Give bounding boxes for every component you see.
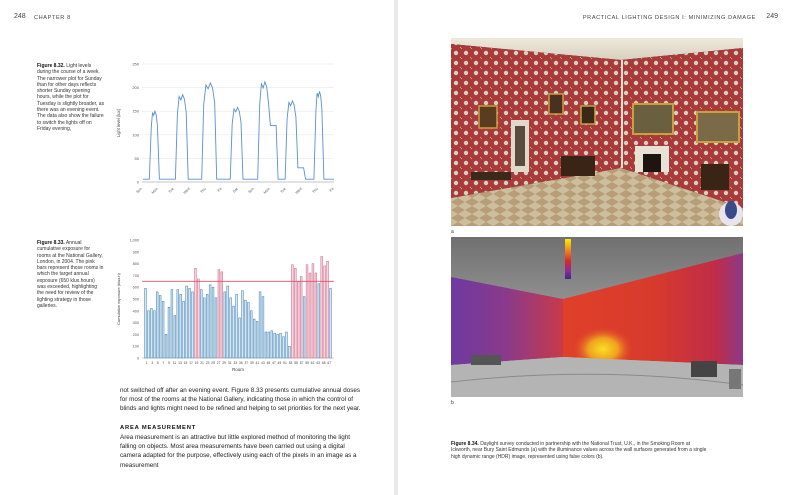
y-tick-label: 100 [132, 344, 139, 349]
bar [218, 270, 220, 359]
x-tick-label: 21 [200, 361, 204, 365]
x-tick-label: Wed [182, 186, 191, 195]
figure-8-32-label: Figure 8.32. [37, 63, 65, 69]
x-tick-label: 13 [178, 361, 182, 365]
bar [162, 301, 164, 358]
bar [209, 285, 211, 358]
bar [212, 287, 214, 358]
x-tick-label: 19 [194, 361, 199, 365]
bar [291, 265, 293, 358]
y-tick-label: 500 [132, 297, 139, 302]
bar [297, 281, 299, 358]
bar [177, 290, 179, 358]
bar [159, 295, 161, 358]
bar [244, 300, 246, 358]
bar [286, 332, 288, 358]
x-tick-label: 17 [189, 361, 193, 365]
photo-a-label: a [451, 229, 454, 235]
bar [206, 294, 208, 358]
photo-b-label: b [451, 400, 454, 406]
x-tick-label: 61 [310, 361, 315, 365]
y-tick-label: 700 [132, 273, 139, 278]
x-tick-label: 15 [183, 361, 188, 365]
figure-8-34-label: Figure 8.34. [451, 441, 479, 447]
x-tick-label: Thu [311, 186, 319, 195]
bar [265, 332, 267, 358]
bar [150, 308, 152, 358]
figure-8-34-caption [451, 441, 711, 460]
bar [288, 346, 290, 358]
x-tick-label: 25 [211, 361, 215, 365]
x-tick-label: 29 [222, 361, 227, 365]
y-tick-label: 300 [132, 321, 139, 326]
bar [153, 311, 155, 358]
y-tick-label: 900 [132, 250, 139, 255]
x-tick-label: 33 [233, 361, 238, 365]
x-tick-label: 53 [288, 361, 293, 365]
bar [259, 292, 261, 358]
x-tick-label: Sat [232, 186, 239, 194]
bar [250, 311, 252, 358]
x-tick-label: Fri [216, 186, 223, 193]
bar [277, 334, 279, 358]
bar [315, 273, 317, 358]
body-text-1: not switched off after an evening event. Figure 8.33 presents cumulative annual doses for most of the rooms at the National Gallery, indicating those in which the control of blinds and lights might need to be refined and helping to set priorities for the next year. [120, 387, 361, 413]
x-tick-label: 49 [277, 361, 282, 365]
bar [309, 273, 311, 358]
figure-8-34-text: Daylight survey conducted in partnership with the National Trust, U.K., in the Smoking Room at Ickworth, near Bury Saint Edmunds (a) with the illuminance values across the wall surfaces generated from a single high dynamic range (HDR) image, represented using false colors (b). [451, 441, 707, 460]
x-tick-label: 59 [305, 361, 309, 365]
bar [283, 337, 285, 358]
bar [180, 294, 182, 358]
y-tick-label: 0 [136, 356, 139, 361]
y-tick-label: 50 [134, 155, 139, 161]
bar [224, 292, 226, 358]
x-tick-label: 31 [227, 361, 232, 365]
bar [294, 268, 296, 358]
y-tick-label: 250 [132, 61, 139, 67]
bar [239, 318, 241, 358]
x-tick-label: 35 [238, 361, 243, 365]
x-tick-label: 23 [205, 361, 210, 365]
figure-8-32-caption [37, 63, 105, 132]
y-tick-label: 1,000 [129, 238, 139, 243]
bar [271, 331, 273, 358]
figure-8-33-text: Annual cumulative exposure for rooms at the National Gallery, London, in 2004. The pink bars represent those rooms in which the target annual exposure (650 klux.hours) was exceeded, highlighting the need for review of the lighting strategy in those galleries. [37, 240, 104, 309]
section-heading: AREA MEASUREMENT [120, 425, 197, 431]
bar [312, 264, 314, 358]
x-tick-label: Fri [328, 186, 335, 193]
y-tick-label: 100 [132, 132, 139, 138]
x-tick-label: 67 [327, 361, 332, 365]
bar [330, 288, 332, 358]
figure-8-32-text: Light levels during the course of a week. The narrower plot for Sunday than for other days reflects shorter Sunday opening hours, while the plot for Tuesday is slightly broader, as there was an evening event. The data also show the failure to switch the lights off on Friday evening, [37, 63, 105, 132]
x-tick-label: Thu [199, 186, 207, 195]
x-tick-label: 3 [151, 361, 154, 365]
y-axis-label: Light level (lux) [116, 108, 121, 138]
bar [274, 333, 276, 358]
bar [253, 319, 255, 358]
x-tick-label: Mon [262, 186, 271, 195]
bar [324, 266, 326, 358]
bar [241, 291, 243, 358]
figure-8-33-label: Figure 8.33. [37, 240, 65, 246]
bar [303, 297, 305, 358]
bar [321, 257, 323, 358]
page-number-right: 249 [766, 13, 778, 20]
y-tick-label: 200 [132, 85, 139, 91]
x-tick-label: Mon [150, 186, 159, 195]
y-tick-label: 150 [132, 108, 139, 114]
x-axis-label: Room [232, 367, 244, 372]
x-tick-label: Sun [135, 186, 143, 195]
bar [186, 286, 188, 358]
bar [233, 306, 235, 358]
body-text-2: Area measurement is an attractive but little explored method of monitoring the light falling on objects. Most area measurements have been carried out using a digital camera adapted for the purpose, effectively using each of the pixels in an image as a measurement [120, 434, 357, 469]
bar [165, 334, 167, 358]
left-page [0, 0, 394, 495]
bar [256, 321, 258, 358]
x-tick-label: Wed [294, 186, 303, 195]
y-tick-label: 0 [136, 179, 139, 185]
cumulative-exposure-bar-chart [112, 234, 342, 382]
bar [194, 268, 196, 358]
x-tick-label: Tue [279, 186, 287, 194]
running-head-right: PRACTICAL LIGHTING DESIGN I: MINIMIZING DAMAGE [582, 15, 756, 21]
bar [215, 298, 217, 358]
bar [156, 292, 158, 358]
x-tick-label: 57 [299, 361, 304, 365]
y-tick-label: 600 [132, 285, 139, 290]
x-tick-label: 39 [249, 361, 254, 365]
y-tick-label: 400 [132, 309, 139, 314]
bar [280, 333, 282, 358]
y-tick-label: 200 [132, 332, 139, 337]
bar [236, 294, 238, 358]
bar [183, 301, 185, 358]
y-axis-label: Cumulative exposure (klux.h) [116, 273, 121, 325]
running-head-left: CHAPTER 8 [34, 15, 71, 21]
page-number-left: 248 [14, 13, 26, 20]
x-tick-label: 1 [145, 361, 148, 365]
x-tick-label: Tue [167, 186, 175, 194]
x-tick-label: 27 [216, 361, 221, 365]
bar [203, 298, 205, 358]
x-tick-label: 9 [167, 361, 170, 365]
false-color-illuminance-image [451, 237, 743, 397]
x-tick-label: 7 [162, 361, 165, 365]
right-page [398, 0, 792, 495]
bar [327, 261, 329, 358]
smoking-room-photo [451, 38, 743, 226]
figure-8-33-caption [37, 240, 105, 309]
bar [145, 288, 147, 358]
bar [268, 332, 270, 358]
x-tick-label: 45 [266, 361, 271, 365]
x-tick-label: 5 [156, 361, 159, 365]
bar [230, 298, 232, 358]
x-tick-label: 63 [316, 361, 321, 365]
bar [247, 303, 249, 358]
x-tick-label: 51 [283, 361, 287, 365]
bar [227, 286, 229, 358]
x-tick-label: 41 [255, 361, 260, 365]
bar [171, 290, 173, 358]
bar [189, 288, 191, 358]
bar [200, 290, 202, 358]
bar [318, 284, 320, 358]
bar [168, 307, 170, 358]
bar [262, 297, 264, 358]
x-tick-label: 47 [272, 361, 276, 365]
light-level-series-line [143, 82, 334, 179]
bar [174, 316, 176, 358]
bar [306, 265, 308, 358]
bar [300, 277, 302, 358]
x-tick-label: Sun [247, 186, 255, 195]
x-tick-label: 65 [321, 361, 326, 365]
light-level-line-chart [112, 58, 342, 216]
x-tick-label: 37 [244, 361, 249, 365]
bar [221, 272, 223, 358]
x-tick-label: 43 [261, 361, 265, 365]
x-tick-label: 11 [172, 361, 177, 365]
bar [192, 292, 194, 358]
bar [197, 279, 199, 358]
y-tick-label: 800 [132, 262, 139, 267]
x-tick-label: 55 [294, 361, 298, 365]
bar [147, 311, 149, 358]
